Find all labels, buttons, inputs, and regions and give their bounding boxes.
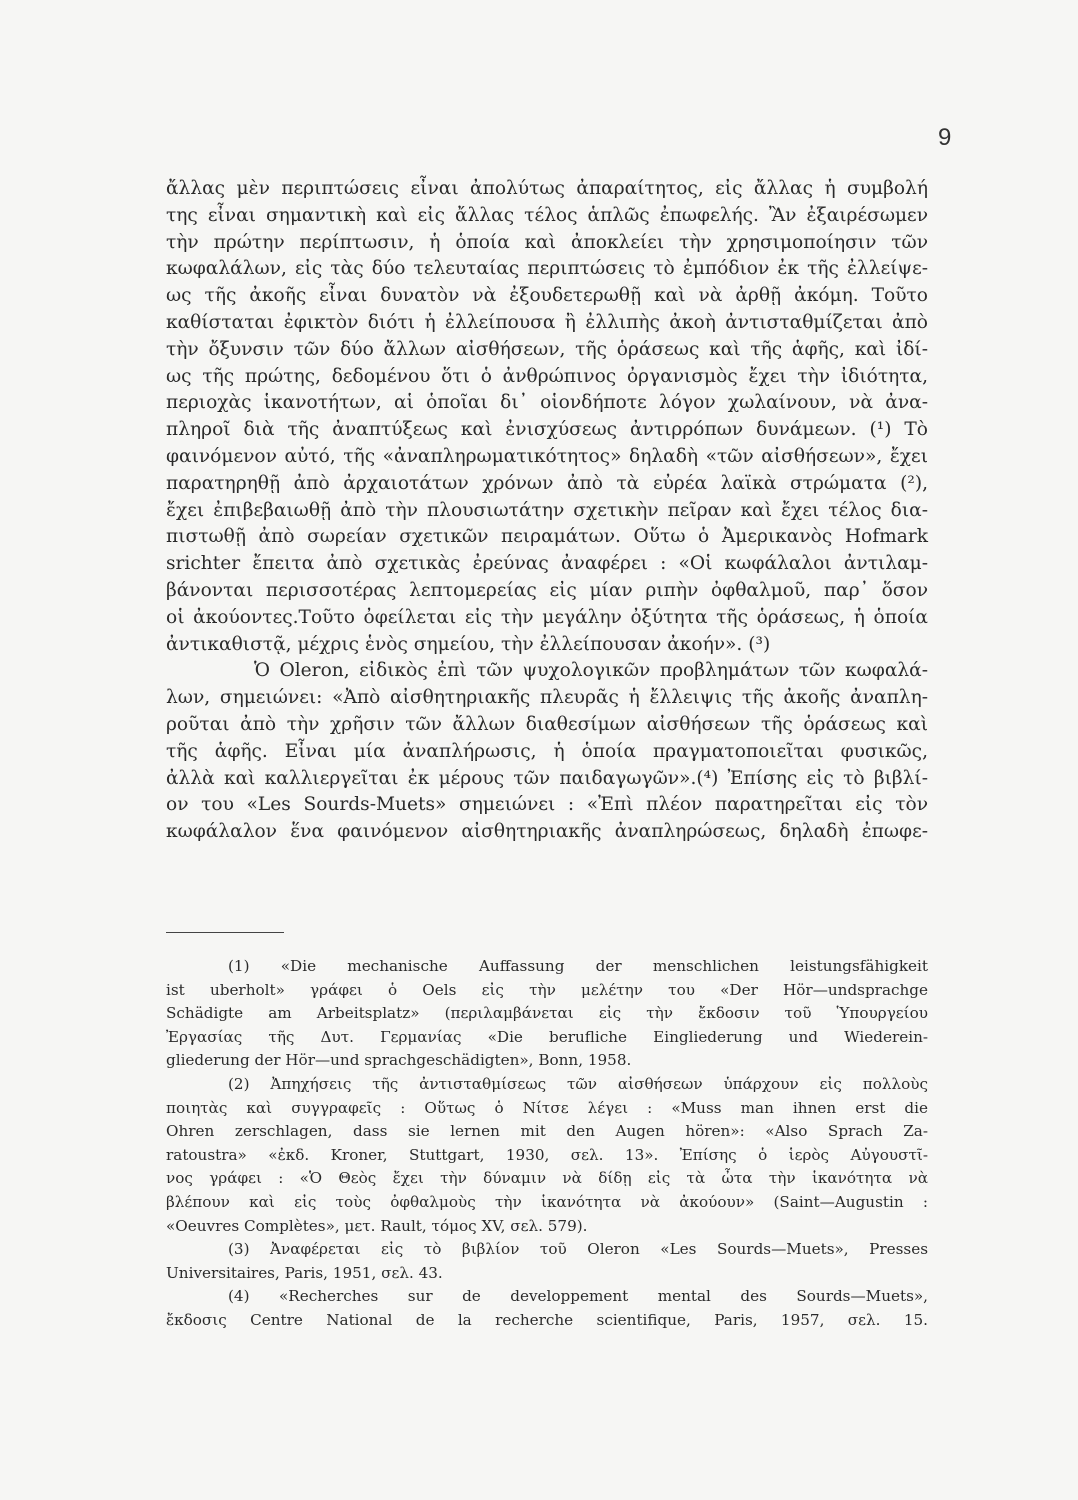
- footnote-3: (3) Ἀναφέρεται εἰς τὸ βιβλίον τοῦ Oleron «Les Sourds—Muets», Presses: [228, 1240, 928, 1259]
- footnote-separator: [166, 932, 284, 933]
- body-line: ον του «Les Sourds-Muets» σημειώνει : «Ἐπὶ πλέον παρατηρεῖται εἰς τὸν: [166, 794, 928, 816]
- footnote-line: βλέπουν καὶ εἰς τοὺς ὀφθαλμοὺς τὴν ἱκανότητα νὰ ἀκούουν» (Saint—Augustin :: [166, 1192, 928, 1211]
- footnote-line: ποιητὰς καὶ συγγραφεῖς : Οὕτως ὁ Νίτσε λέγει : «Muss man ihnen erst die: [166, 1098, 928, 1117]
- body-line: κωφάλαλον ἕνα φαινόμενον αἰσθητηριακῆς ἀναπληρώσεως, δηλαδὴ ἐπωφε-: [166, 821, 928, 843]
- body-line: ροῦται ἀπὸ τὴν χρῆσιν τῶν ἄλλων διαθεσίμων αἰσθήσεων τῆς ὁράσεως καὶ: [166, 713, 928, 735]
- body-line: της εἶναι σημαντικὴ καὶ εἰς ἄλλας τέλος ἁπλῶς ἐπωφελής. Ἂν ἐξαιρέσωμεν: [166, 204, 928, 226]
- body-line: ἔχει ἐπιβεβαιωθῇ ἀπὸ τὴν πλουσιωτάτην σχετικὴν πεῖραν καὶ ἔχει τέλος δια-: [166, 499, 928, 521]
- body-line: ως τῆς ἀκοῆς εἶναι δυνατὸν νὰ ἐξουδετερωθῇ καὶ νὰ ἀρθῇ ἀκόμη. Τοῦτο: [166, 285, 928, 307]
- body-line: ως τῆς πρώτης, δεδομένου ὅτι ὁ ἀνθρώπινος ὀργανισμὸς ἔχει τὴν ἰδιότητα,: [166, 365, 928, 387]
- footnote-2: (2) Ἀπηχήσεις τῆς ἀντισταθμίσεως τῶν αἰσθήσεων ὑπάρχουν εἰς πολλοὺς: [228, 1074, 928, 1093]
- body-line: παρατηρηθῇ ἀπὸ ἀρχαιοτάτων χρόνων ἀπὸ τὰ εὐρέα λαϊκὰ στρώματα (²),: [166, 472, 928, 494]
- footnotes: [166, 955, 928, 1333]
- footnote-line: ist uberholt» γράφει ὁ Oels εἰς τὴν μελέτην του «Der Hör—undsprachge: [166, 980, 928, 999]
- body-line: βάνονται περισσοτέρας λεπτομερείας εἰς μίαν ριπὴν ὀφθαλμοῦ, παρ᾽ ὅσον: [166, 579, 928, 601]
- body-line: ἀντικαθιστᾷ, μέχρις ἑνὸς σημείου, τὴν ἐλλείπουσαν ἀκοήν». (³): [166, 633, 771, 655]
- footnote-line: Ohren zerschlagen, dass sie lernen mit den Augen hören»: «Also Sprach Za-: [166, 1122, 928, 1141]
- footnote-line: Ἐργασίας τῆς Δυτ. Γερμανίας «Die berufliche Eingliederung und Wiederein-: [166, 1027, 928, 1046]
- footnote-line: νος γράφει : «Ὁ Θεὸς ἔχει τὴν δύναμιν νὰ δίδῃ εἰς τὰ ὦτα τὴν ἱκανότητα νὰ: [166, 1169, 928, 1188]
- body-line: ἄλλας μὲν περιπτώσεις εἶναι ἀπολύτως ἀπαραίτητος, εἰς ἄλλας ἡ συμβολή: [166, 178, 928, 199]
- body-line: srichter ἔπειτα ἀπὸ σχετικὰς ἐρεύνας ἀναφέρει : «Οἱ κωφάλαλοι ἀντιλαμ-: [166, 553, 928, 575]
- body-line: τῆς ἁφῆς. Εἶναι μία ἀναπλήρωσις, ἡ ὁποία πραγματοποιεῖται φυσικῶς,: [166, 740, 928, 762]
- footnote-4: (4) «Recherches sur de developpement mental des Sourds—Muets»,: [228, 1287, 928, 1306]
- footnote-line: ratoustra» «ἐκδ. Kroner, Stuttgart, 1930, σελ. 13». Ἐπίσης ὁ ἱερὸς Αὐγουστῖ-: [166, 1145, 928, 1164]
- body-line: πληροῖ διὰ τῆς ἀναπτύξεως καὶ ἐνισχύσεως ἀντιρρόπων δυνάμεων. (¹) Τὸ: [166, 419, 928, 441]
- footnote-line: ἔκδοσις Centre National de la recherche scientifique, Paris, 1957, σελ. 15.: [166, 1310, 928, 1329]
- footnote-line: Universitaires, Paris, 1951, σελ. 43.: [166, 1263, 443, 1282]
- body-line: λων, σημειώνει: «Ἀπὸ αἰσθητηριακῆς πλευρᾶς ἡ ἔλλειψις τῆς ἀκοῆς ἀναπλη-: [166, 687, 928, 709]
- body-line: τὴν πρώτην περίπτωσιν, ἡ ὁποία καὶ ἀποκλείει τὴν χρησιμοποίησιν τῶν: [166, 231, 928, 253]
- body-line: τὴν ὄξυνσιν τῶν δύο ἄλλων αἰσθήσεων, τῆς ὁράσεως καὶ τῆς ἁφῆς, καὶ ἰδί-: [166, 338, 928, 360]
- body-line: ἀλλὰ καὶ καλλιεργεῖται ἐκ μέρους τῶν παιδαγωγῶν».(⁴) Ἐπίσης εἰς τὸ βιβλί-: [166, 767, 928, 789]
- body-line: καθίσταται ἐφικτὸν διότι ἡ ἐλλείπουσα ἢ ἐλλιπὴς ἀκοὴ ἀντισταθμίζεται ἀπὸ: [166, 311, 928, 333]
- body-line: φαινόμενον αὐτό, τῆς «ἀναπληρωματικότητος» δηλαδὴ «τῶν αἰσθήσεων», ἔχει: [166, 445, 928, 467]
- page-number: 9: [938, 124, 952, 151]
- paragraph-start-line: Ὁ Oleron, εἰδικὸς ἐπὶ τῶν ψυχολογικῶν προβλημάτων τῶν κωφαλά-: [254, 660, 928, 682]
- body-line: κωφαλάλων, εἰς τὰς δύο τελευταίας περιπτώσεις τὸ ἐμπόδιον ἐκ τῆς ἐλλείψε-: [166, 258, 928, 280]
- body-line: περιοχὰς ἱκανοτήτων, αἱ ὁποῖαι δι᾽ οἱονδήποτε λόγον χωλαίνουν, νὰ ἀνα-: [166, 392, 928, 414]
- body-text: [166, 176, 928, 846]
- footnote-line: gliederung der Hör—und sprachgeschädigten», Bonn, 1958.: [166, 1051, 632, 1070]
- body-line: οἱ ἀκούοντες.Τοῦτο ὀφείλεται εἰς τὴν μεγάλην ὀξύτητα τῆς ὁράσεως, ἡ ὁποία: [166, 606, 928, 628]
- footnote-1: (1) «Die mechanische Auffassung der menschlichen leistungsfähigkeit: [228, 957, 928, 975]
- footnote-line: Schädigte am Arbeitsplatz» (περιλαμβάνεται εἰς τὴν ἔκδοσιν τοῦ Ὑπουργείου: [166, 1004, 928, 1023]
- footnote-line: «Oeuvres Complètes», μετ. Rault, τόμος XV, σελ. 579).: [166, 1216, 588, 1235]
- body-line: πιστωθῇ ἀπὸ σωρείαν σχετικῶν πειραμάτων. Οὕτω ὁ Ἀμερικανὸς Hofmark: [166, 526, 928, 548]
